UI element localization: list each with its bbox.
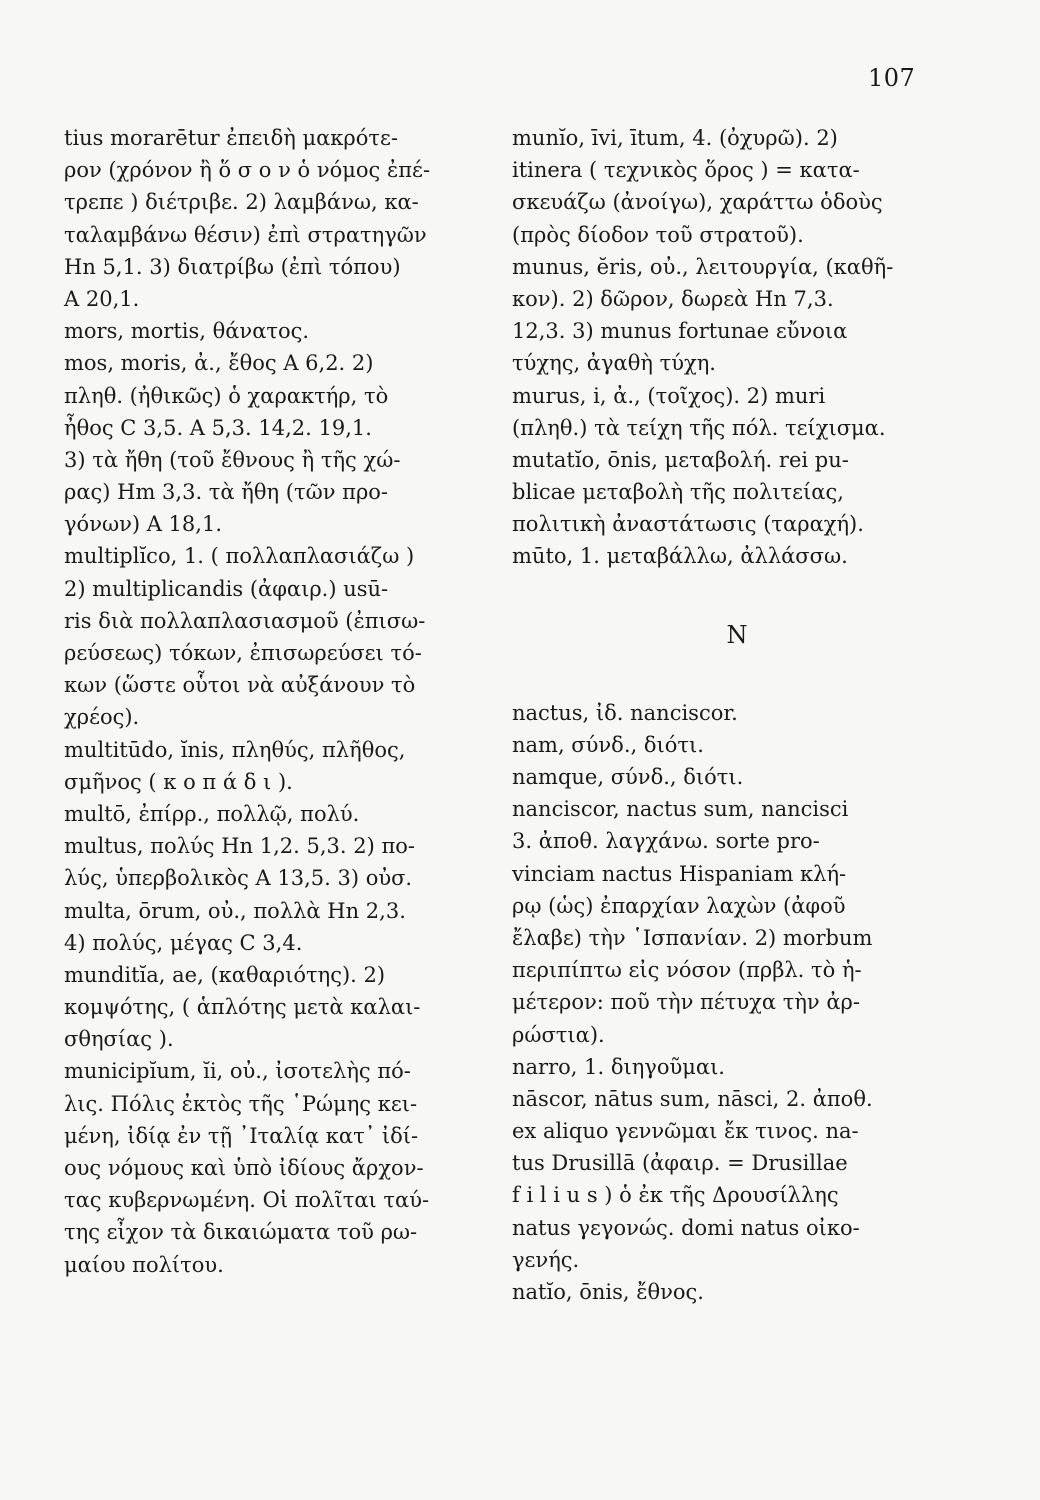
text-line: γόνων) A 18,1. bbox=[64, 512, 222, 537]
text-line: ους νόμους καὶ ὑπὸ ἰδίους ἄρχον- bbox=[64, 1156, 424, 1180]
text-line: A 20,1. bbox=[64, 286, 140, 311]
text-line: λύς, ὑπερβολικὸς A 13,5. 3) οὐσ. bbox=[64, 866, 413, 891]
text-line: σθησίας ). bbox=[64, 1027, 174, 1052]
text-line: πληθ. (ἠθικῶς) ὁ χαρακτήρ, τὸ bbox=[64, 383, 389, 408]
text-line: nanciscor, nactus sum, nancisci bbox=[512, 797, 849, 822]
text-line: ex aliquo γεννῶμαι ἔκ τινος. na- bbox=[512, 1119, 859, 1144]
section-heading: N bbox=[726, 620, 748, 649]
text-line: (πρὸς δίοδον τοῦ στρατοῦ). bbox=[512, 222, 804, 247]
text-line: vinciam nactus Hispaniam κλή- bbox=[512, 861, 847, 886]
text-line: nāscor, nātus sum, nāsci, 2. ἀποθ. bbox=[512, 1086, 873, 1111]
text-line: namque, σύνδ., διότι. bbox=[512, 765, 744, 789]
text-line: μένη, ἰδίᾳ ἐν τῇ ᾿Ιταλίᾳ κατ᾿ ἰδί- bbox=[64, 1123, 419, 1148]
text-line: κον). 2) δῶρον, δωρεὰ Hn 7,3. bbox=[512, 286, 834, 311]
text-line: ρον (χρόνον ἢ ὅ σ ο ν ὁ νόμος ἐπέ- bbox=[64, 158, 431, 183]
text-line: mors, mortis, θάνατος. bbox=[64, 319, 310, 344]
page-number: 107 bbox=[868, 64, 916, 92]
text-line: τρεπε ) διέτριβε. 2) λαμβάνω, κα- bbox=[64, 190, 419, 215]
text-line: 4) πολύς, μέγας C 3,4. bbox=[64, 930, 303, 955]
text-line: σμῆνος ( κ ο π ά δ ι ). bbox=[64, 769, 293, 794]
text-line: πολιτικὴ ἀναστάτωσις (ταραχή). bbox=[512, 512, 864, 537]
text-line: munditĭa, ae, (καθαριότης). 2) bbox=[64, 962, 386, 987]
text-line: σκευάζω (ἀνοίγω), χαράττω ὁδοὺς bbox=[512, 190, 883, 215]
text-line: mūto, 1. μεταβάλλω, ἀλλάσσω. bbox=[512, 544, 848, 569]
section-spacer bbox=[512, 661, 932, 697]
text-line: multiplĭco, 1. ( πολλαπλασιάζω ) bbox=[64, 544, 415, 569]
text-line: τύχης, ἀγαθὴ τύχη. bbox=[512, 351, 716, 376]
text-line: natus γεγονώς. domi natus οἰκο- bbox=[512, 1215, 860, 1240]
text-line: 12,3. 3) munus fortunae εὔνοια bbox=[512, 319, 848, 344]
text-line: mutatĭo, ōnis, μεταβολή. rei pu- bbox=[512, 447, 849, 472]
text-line: natĭo, ōnis, ἔθνος. bbox=[512, 1280, 704, 1304]
text-line: τας κυβερνωμένη. Οἱ πολῖται ταύ- bbox=[64, 1188, 430, 1213]
text-line: μέτερον: ποῦ τὴν πέτυχα τὴν ἀρ- bbox=[512, 990, 860, 1015]
text-line: 3. ἀποθ. λαγχάνω. sorte pro- bbox=[512, 829, 820, 854]
text-line: multus, πολύς Hn 1,2. 5,3. 2) πο- bbox=[64, 834, 415, 859]
text-line: munus, ĕris, οὐ., λειτουργία, (καθῆ- bbox=[512, 254, 894, 279]
text-line: tus Drusillā (ἀφαιρ. = Drusillae bbox=[512, 1151, 848, 1176]
left-column bbox=[64, 122, 494, 1281]
text-line: (πληθ.) τὰ τείχη τῆς πόλ. τείχισμα. bbox=[512, 415, 886, 440]
text-line: 3) τὰ ἤθη (τοῦ ἔθνους ἢ τῆς χώ- bbox=[64, 447, 401, 472]
text-line: ἔλαβε) τὴν ῾Ισπανίαν. 2) morbum bbox=[512, 925, 873, 950]
text-line: ris διὰ πολλαπλασιασμοῦ (ἐπισω- bbox=[64, 608, 426, 633]
text-line: ρας) Hm 3,3. τὰ ἤθη (τῶν προ- bbox=[64, 480, 389, 505]
text-line: περιπίπτω εἰς νόσον (πρβλ. τὸ ἡ- bbox=[512, 958, 862, 983]
text-line: mos, moris, ἀ., ἔθος A 6,2. 2) bbox=[64, 351, 374, 376]
text-line: χρέος). bbox=[64, 705, 140, 730]
text-line: 2) multiplicandis (ἀφαιρ.) usū- bbox=[64, 576, 389, 601]
text-line: ρεύσεως) τόκων, ἐπισωρεύσει τό- bbox=[64, 641, 422, 665]
text-line: ταλαμβάνω θέσιν) ἐπὶ στρατηγῶν bbox=[64, 222, 427, 247]
text-line: munĭo, īvi, ītum, 4. (ὀχυρῶ). 2) bbox=[512, 126, 838, 150]
text-line: Hn 5,1. 3) διατρίβω (ἐπὶ τόπου) bbox=[64, 254, 401, 279]
text-line: γενής. bbox=[512, 1247, 580, 1272]
text-line: nam, σύνδ., διότι. bbox=[512, 732, 704, 757]
right-column bbox=[512, 122, 932, 1308]
text-line: κομψότης, ( ἁπλότης μετὰ καλαι- bbox=[64, 995, 421, 1020]
text-line: murus, i, ἀ., (τοῖχος). 2) muri bbox=[512, 383, 826, 408]
text-line: blicae μεταβολὴ τῆς πολιτείας, bbox=[512, 480, 844, 505]
section-spacer bbox=[512, 573, 932, 609]
text-line: κων (ὥστε οὗτοι νὰ αὐξάνουν τὸ bbox=[64, 673, 416, 698]
text-line: narro, 1. διηγοῦμαι. bbox=[512, 1054, 725, 1079]
text-line: λις. Πόλις ἐκτὸς τῆς ῾Ρώμης κει- bbox=[64, 1091, 418, 1116]
text-line: ρῳ (ὡς) ἐπαρχίαν λαχὼν (ἀφοῦ bbox=[512, 893, 846, 918]
text-line: ρώστια). bbox=[512, 1022, 605, 1047]
text-line: f i l i u s ) ὁ ἐκ τῆς Δρουσίλλης bbox=[512, 1183, 839, 1208]
text-line: nactus, ἰδ. nanciscor. bbox=[512, 700, 738, 725]
text-line: municipĭum, ĭi, οὐ., ἰσοτελὴς πό- bbox=[64, 1059, 411, 1084]
text-line: της εἶχον τὰ δικαιώματα τοῦ ρω- bbox=[64, 1220, 418, 1245]
text-line: ἦθος C 3,5. A 5,3. 14,2. 19,1. bbox=[64, 415, 372, 440]
text-line: multō, ἐπίρρ., πολλῷ, πολύ. bbox=[64, 801, 360, 826]
text-line: multitūdo, ĭnis, πληθύς, πλῆθος, bbox=[64, 737, 406, 762]
text-line: tius morarētur ἐπειδὴ μακρότε- bbox=[64, 126, 399, 150]
text-line: μαίου πολίτου. bbox=[64, 1252, 224, 1277]
text-line: multa, ōrum, οὐ., πολλὰ Hn 2,3. bbox=[64, 898, 406, 923]
text-line: itinera ( τεχνικὸς ὅρος ) = κατα- bbox=[512, 158, 860, 183]
